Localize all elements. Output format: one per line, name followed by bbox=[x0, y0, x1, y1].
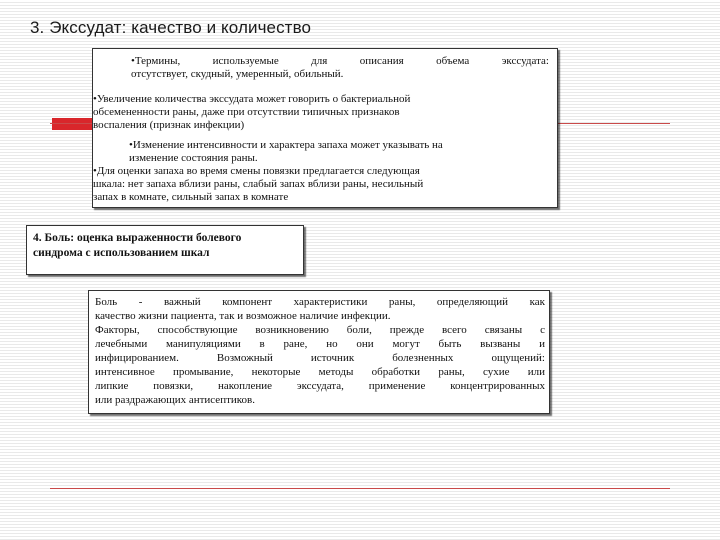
smell-scale-paragraph bbox=[93, 165, 553, 204]
smell-change-line-1: •Изменение интенсивности и характера запаха может указывать на bbox=[129, 139, 443, 151]
pain-line-1: Боль - важный компонент характеристики раны, определяющий как bbox=[95, 296, 545, 308]
pain-line-6: интенсивное промывание, некоторые методы обработки раны, сухие или bbox=[95, 366, 545, 378]
pain-line-4: лечебными манипуляциями в ране, но они могут быть вызваны и bbox=[95, 338, 545, 350]
smell-change-line-2: изменение состояния раны. bbox=[129, 152, 258, 164]
pain-line-3: Факторы, способствующие возникновению боли, прежде всего связаны с bbox=[95, 324, 545, 336]
increase-paragraph bbox=[93, 93, 553, 132]
pain-heading-box bbox=[26, 225, 304, 275]
pain-line-8: или раздражающих антисептиков. bbox=[95, 394, 255, 406]
exudate-text-box bbox=[92, 48, 558, 208]
pain-heading bbox=[33, 231, 303, 261]
pain-heading-line-1: 4. Боль: оценка выраженности болевого bbox=[33, 232, 242, 244]
smell-scale-line-1: •Для оценки запаха во время смены повязки предлагается следующая bbox=[93, 165, 420, 177]
pain-text-box bbox=[88, 290, 550, 414]
smell-change-paragraph bbox=[129, 139, 554, 165]
pain-paragraph bbox=[95, 295, 545, 407]
terms-paragraph bbox=[131, 55, 549, 81]
increase-line-1: •Увеличение количества экссудата может говорить о бактериальной bbox=[93, 93, 411, 105]
pain-line-7: липкие повязки, накопление экссудата, применение концентрированных bbox=[95, 380, 545, 392]
pain-line-2: качество жизни пациента, так и возможное наличие инфекции. bbox=[95, 310, 391, 322]
smell-scale-line-2: шкала: нет запаха вблизи раны, слабый запах вблизи раны, несильный bbox=[93, 178, 424, 190]
increase-line-2: обсемененности раны, даже при отсутствии типичных признаков bbox=[93, 106, 400, 118]
red-rule-bottom bbox=[50, 488, 670, 489]
pain-heading-line-2: синдрома с использованием шкал bbox=[33, 247, 210, 259]
terms-line-1: •Термины, используемые для описания объема экссудата: bbox=[131, 55, 549, 67]
slide-title: 3. Экссудат: качество и количество bbox=[30, 18, 312, 37]
increase-line-3: воспаления (признак инфекции) bbox=[93, 119, 245, 131]
pain-line-5: инфицированием. Возможный источник болезненных ощущений: bbox=[95, 352, 545, 364]
smell-scale-line-3: запах в комнате, сильный запах в комнате bbox=[93, 191, 289, 203]
terms-line-2: отсутствует, скудный, умеренный, обильный. bbox=[131, 68, 344, 80]
